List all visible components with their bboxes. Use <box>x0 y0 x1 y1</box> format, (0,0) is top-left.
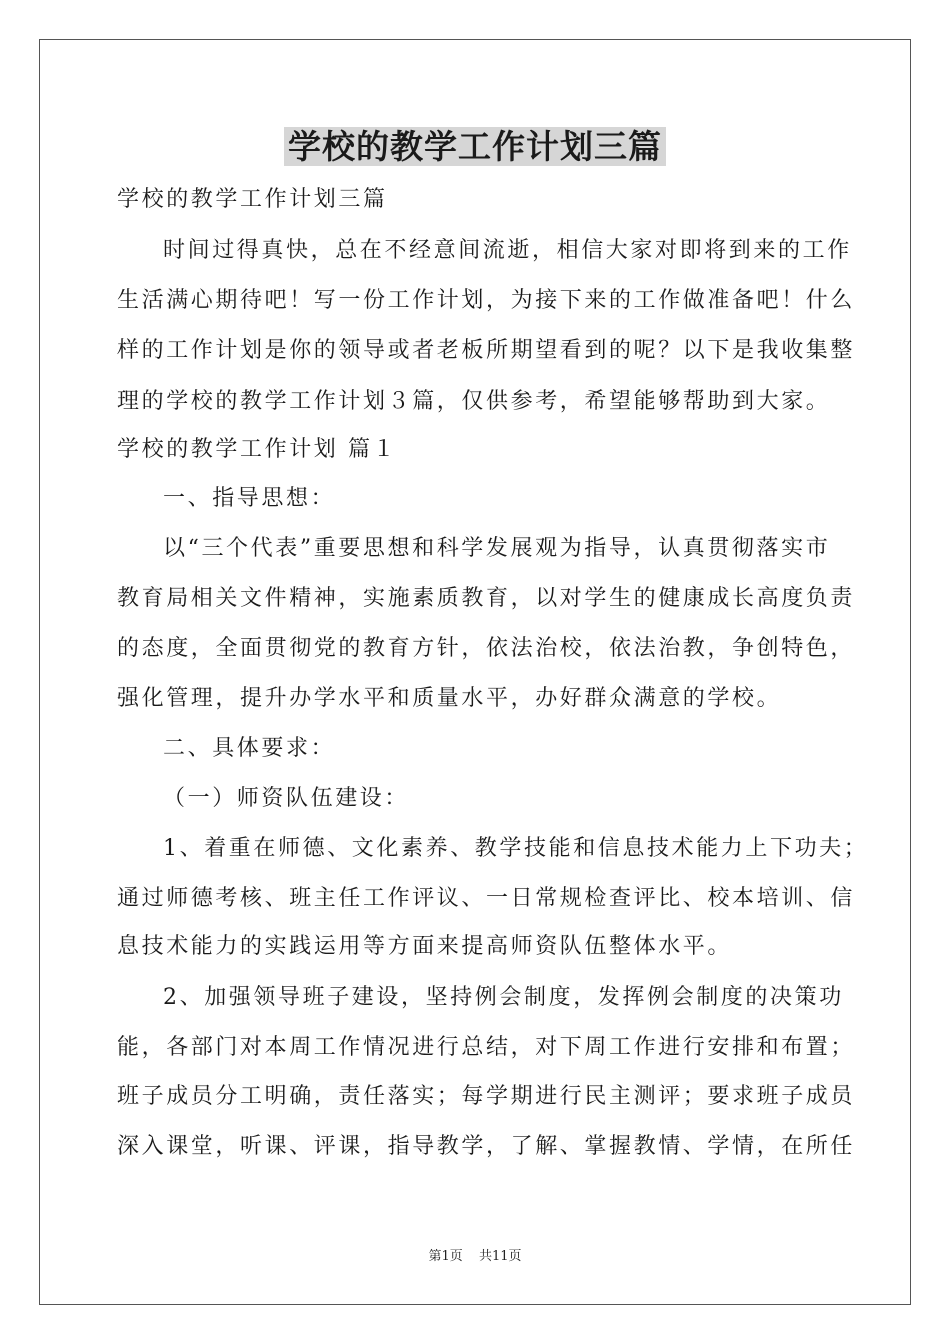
document-title <box>0 124 950 170</box>
paragraph-line: 息技术能力的实践运用等方面来提高师资队伍整体水平。 <box>117 934 733 959</box>
page-number: 第1页 <box>428 1249 463 1264</box>
subsection-heading: 一、指导思想： <box>163 486 336 511</box>
page-footer <box>0 1248 950 1266</box>
paragraph-line: 能，各部门对本周工作情况进行总结，对下周工作进行安排和布置； <box>117 1035 856 1060</box>
paragraph-line: 生活满心期待吧！写一份工作计划，为接下来的工作做准备吧！什么 <box>117 288 856 313</box>
paragraph-line: 理的学校的教学工作计划３篇，仅供参考，希望能够帮助到大家。 <box>117 389 831 414</box>
paragraph-line: 样的工作计划是你的领导或者老板所期望看到的呢？以下是我收集整 <box>117 338 856 363</box>
document-title-text: 学校的教学工作计划三篇 <box>284 127 666 166</box>
paragraph-line: 2、加强领导班子建设，坚持例会制度，发挥例会制度的决策功 <box>163 985 844 1010</box>
paragraph-line: 教育局相关文件精神，实施素质教育，以对学生的健康成长高度负责 <box>117 586 856 611</box>
paragraph-line: 通过师德考核、班主任工作评议、一日常规检查评比、校本培训、信 <box>117 886 856 911</box>
paragraph-line: 1、着重在师德、文化素养、教学技能和信息技术能力上下功夫； <box>163 836 869 861</box>
paragraph-line: 以“三个代表”重要思想和科学发展观为指导，认真贯彻落实市 <box>163 536 831 561</box>
subtitle-line: 学校的教学工作计划三篇 <box>117 187 388 212</box>
paragraph-line: 时间过得真快，总在不经意间流逝，相信大家对即将到来的工作 <box>163 238 852 263</box>
subsection-heading: （一）师资队伍建设： <box>163 786 410 811</box>
section-heading: 学校的教学工作计划 篇１ <box>117 437 398 462</box>
subsection-heading: 二、具体要求： <box>163 736 336 761</box>
paragraph-line: 班子成员分工明确，责任落实；每学期进行民主测评；要求班子成员 <box>117 1084 856 1109</box>
page-total: 共11页 <box>478 1249 522 1264</box>
paragraph-line: 的态度，全面贯彻党的教育方针，依法治校，依法治教，争创特色， <box>117 636 856 661</box>
paragraph-line: 强化管理，提升办学水平和质量水平，办好群众满意的学校。 <box>117 686 782 711</box>
paragraph-line: 深入课堂，听课、评课，指导教学，了解、掌握教情、学情，在所任 <box>117 1134 856 1159</box>
page-border <box>39 39 911 1305</box>
